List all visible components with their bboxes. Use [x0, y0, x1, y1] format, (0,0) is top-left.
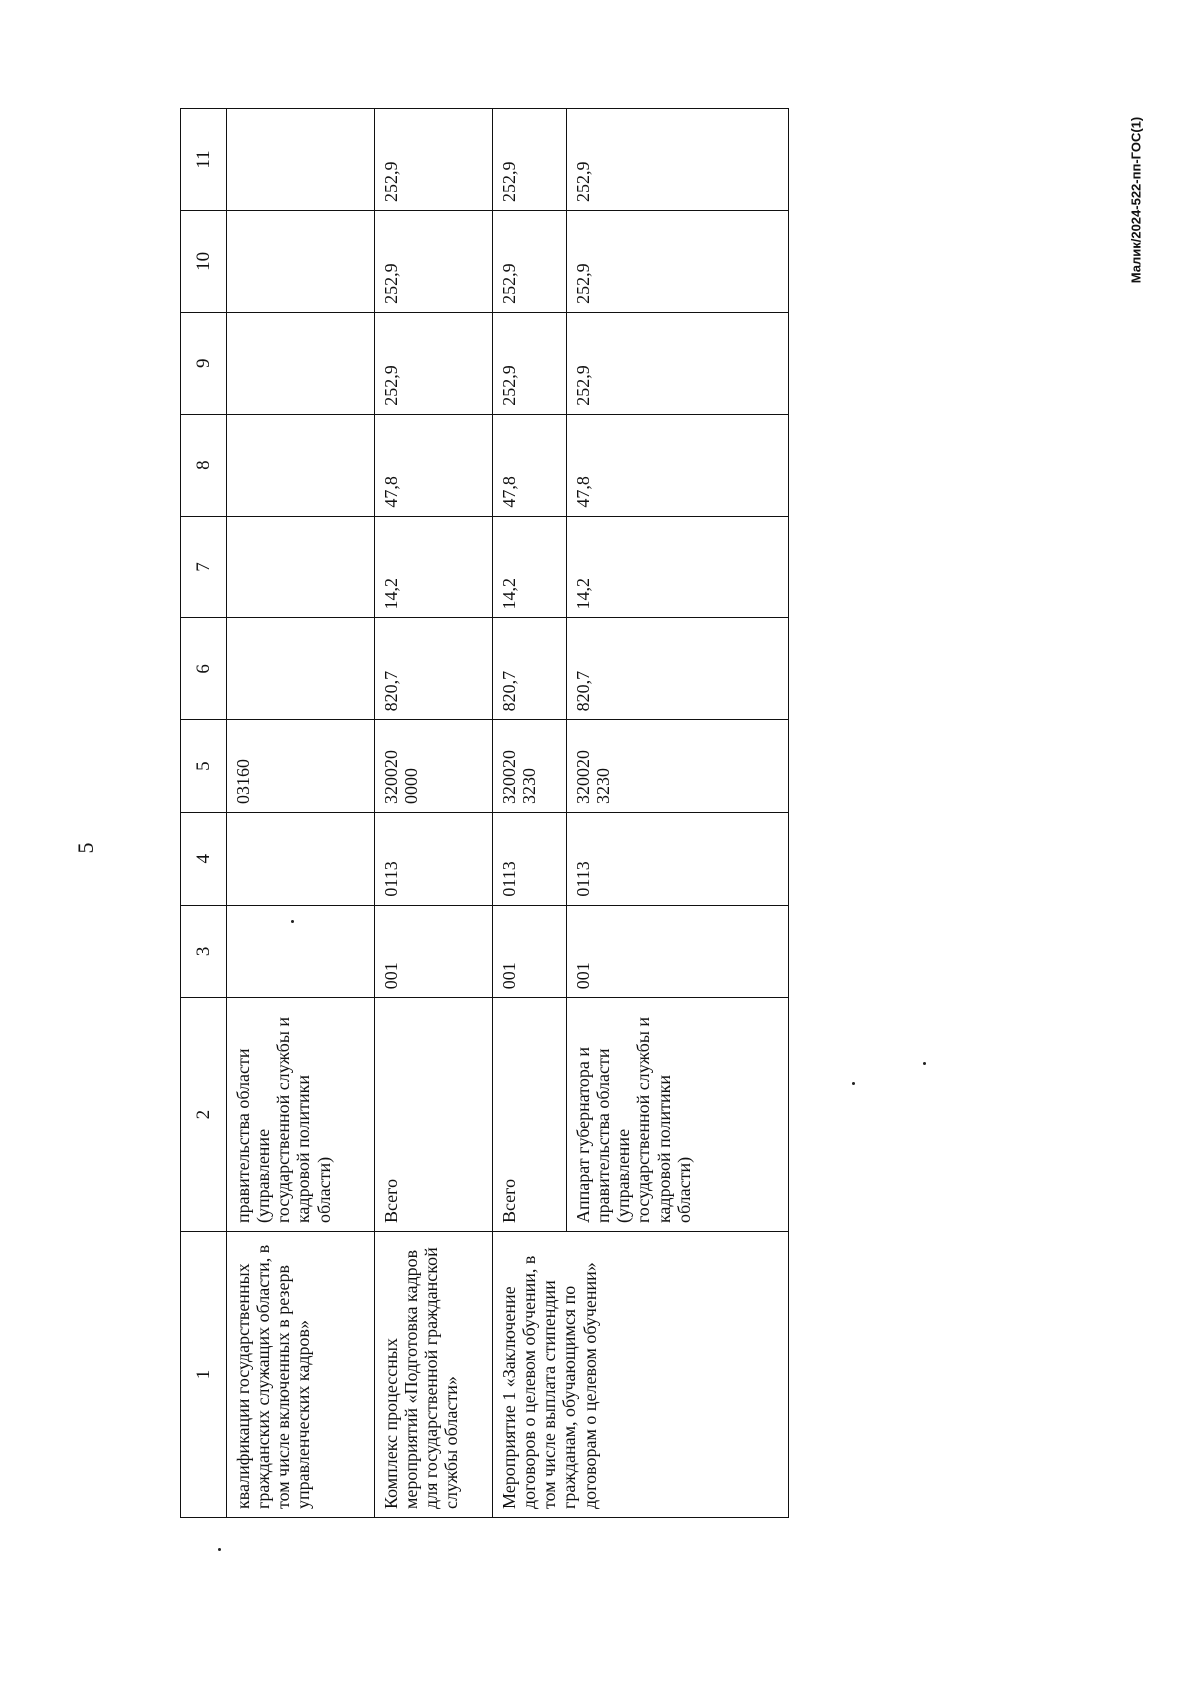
row-b-col6: 820,7	[375, 618, 493, 720]
row-d-col9: 252,9	[567, 312, 789, 414]
row-c-col11: 252,9	[493, 109, 567, 211]
row-d-col11: 252,9	[567, 109, 789, 211]
row-d-col6: 820,7	[567, 618, 789, 720]
row-b-col7: 14,2	[375, 516, 493, 618]
budget-table	[180, 108, 789, 1518]
scan-speck	[218, 1548, 221, 1551]
header-cell: 6	[181, 618, 227, 720]
header-cell: 11	[181, 109, 227, 211]
row-d-col10: 252,9	[567, 210, 789, 312]
header-cell: 7	[181, 516, 227, 618]
row-c-col3: 001	[493, 905, 567, 998]
page-number: 5	[73, 842, 98, 854]
row-a-col11	[227, 109, 375, 211]
table-row	[227, 109, 375, 1518]
row-c-col2: Всего	[493, 998, 567, 1232]
row-c-col7: 14,2	[493, 516, 567, 618]
scan-speck	[923, 1062, 926, 1065]
row-c-col9: 252,9	[493, 312, 567, 414]
header-cell: 5	[181, 720, 227, 813]
scan-speck	[852, 1082, 855, 1085]
row-a-col9	[227, 312, 375, 414]
row-c-col4: 0113	[493, 812, 567, 905]
row-d-col8: 47,8	[567, 414, 789, 516]
row-a-col4	[227, 812, 375, 905]
row-d-col4: 0113	[567, 812, 789, 905]
row-d-col3: 001	[567, 905, 789, 998]
row-b-col1: Комплекс процессных мероприятий «Подготовка кадров для государственной гражданской службы области»	[375, 1232, 493, 1518]
row-b-col5: 320020 0000	[375, 720, 493, 813]
row-d-col2: Аппарат губернатора и правительства области (управление государственной службы и кадровой политики области)	[567, 998, 789, 1232]
header-cell: 2	[181, 998, 227, 1232]
row-a-col1: квалификации государственных гражданских служащих области, в том числе включенных в резерв управленческих кадров»	[227, 1232, 375, 1518]
header-cell: 3	[181, 905, 227, 998]
row-b-col9: 252,9	[375, 312, 493, 414]
row-d-col7: 14,2	[567, 516, 789, 618]
budget-table-container	[180, 108, 788, 1518]
row-d-col5: 320020 3230	[567, 720, 789, 813]
row-c-col8: 47,8	[493, 414, 567, 516]
header-cell: 10	[181, 210, 227, 312]
row-b-col4: 0113	[375, 812, 493, 905]
header-cell: 8	[181, 414, 227, 516]
header-cell: 1	[181, 1232, 227, 1518]
row-a-col7	[227, 516, 375, 618]
row-a-col10	[227, 210, 375, 312]
header-cell: 9	[181, 312, 227, 414]
row-a-col8	[227, 414, 375, 516]
table-row	[375, 109, 493, 1518]
row-b-col11: 252,9	[375, 109, 493, 211]
row-a-col5: 03160	[227, 720, 375, 813]
header-cell: 4	[181, 812, 227, 905]
row-c-col6: 820,7	[493, 618, 567, 720]
row-c-col10: 252,9	[493, 210, 567, 312]
row-b-col2: Всего	[375, 998, 493, 1232]
table-header-row	[181, 109, 227, 1518]
table-row	[493, 109, 567, 1518]
row-c-col5: 320020 3230	[493, 720, 567, 813]
row-c-col1: Мероприятие 1 «Заключение договоров о целевом обучении, в том числе выплата стипендии гражданам, обучающимся по договорам о целевом обучении»	[493, 1232, 789, 1518]
row-a-col6	[227, 618, 375, 720]
scan-speck	[291, 920, 294, 923]
row-b-col10: 252,9	[375, 210, 493, 312]
row-a-col2: правительства области (управление государственной службы и кадровой политики области)	[227, 998, 375, 1232]
row-a-col3	[227, 905, 375, 998]
document-code: Малик/2024-522-пп-ГОС(1)	[1128, 116, 1144, 284]
row-b-col3: 001	[375, 905, 493, 998]
row-b-col8: 47,8	[375, 414, 493, 516]
